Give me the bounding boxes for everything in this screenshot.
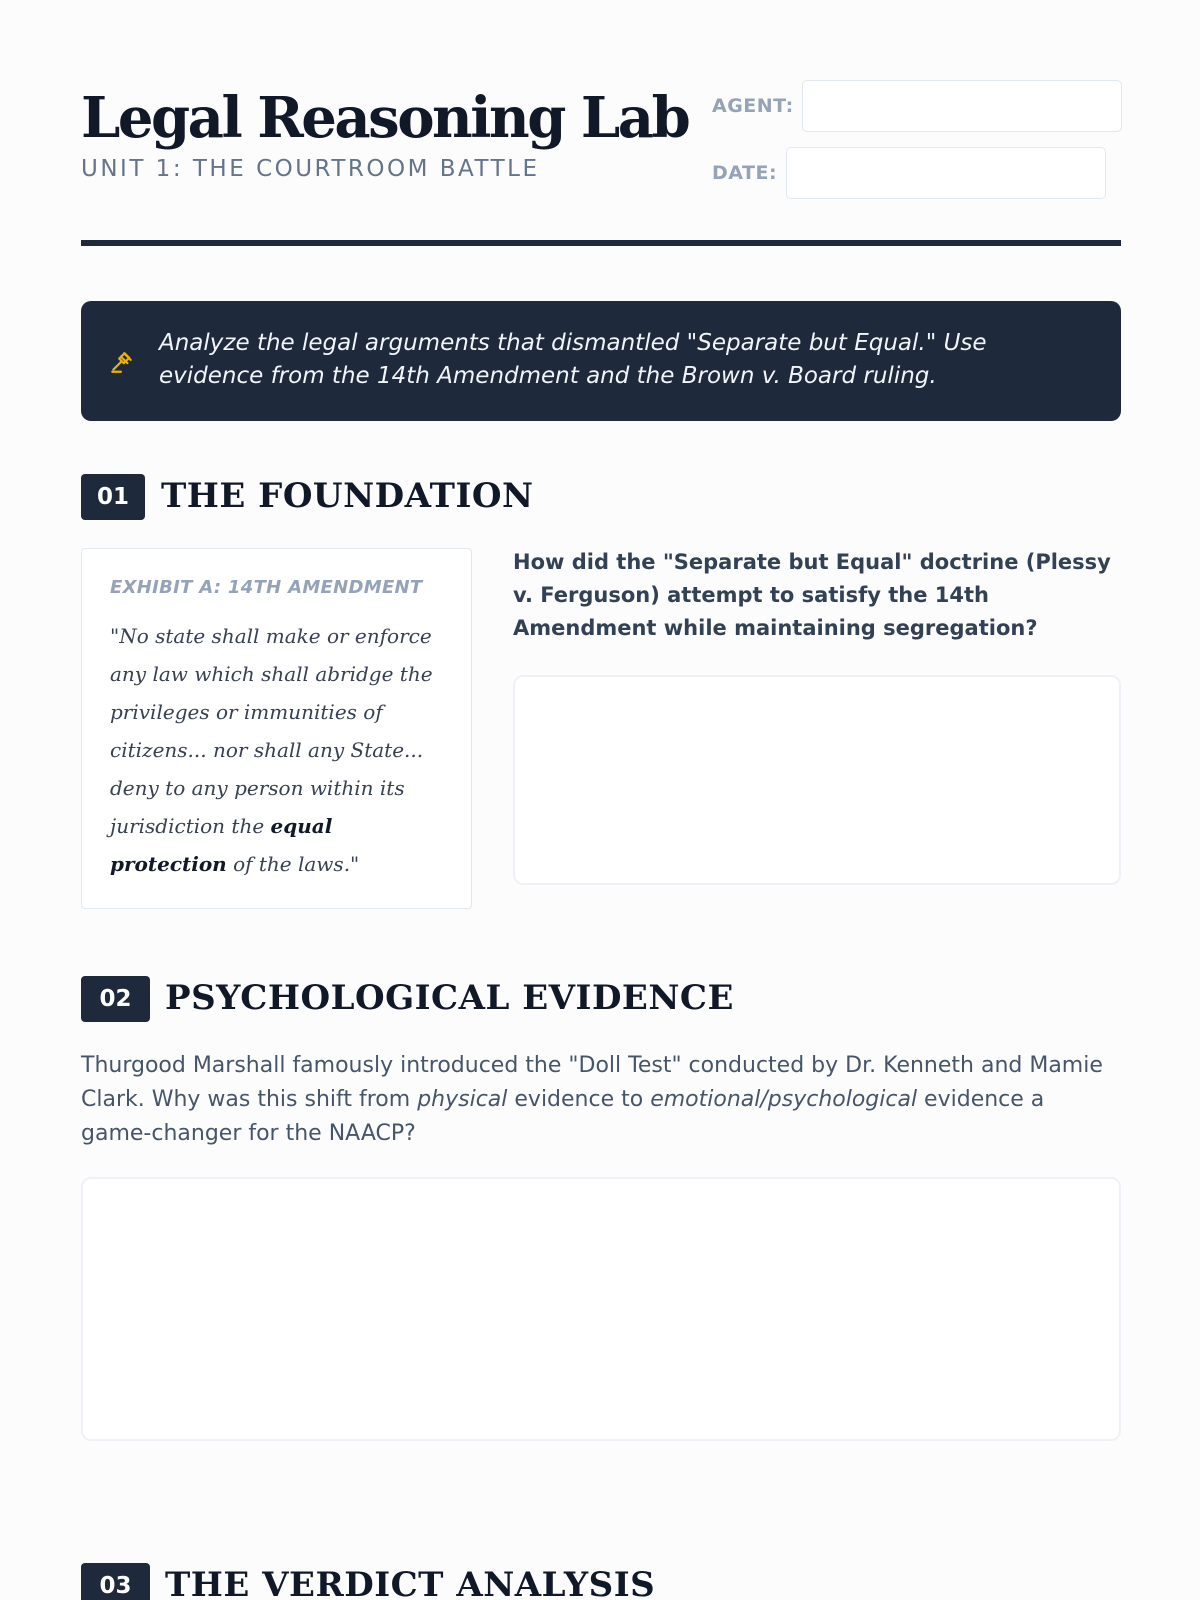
question-text: evidence to xyxy=(507,1087,651,1112)
question-emphasis: emotional/psychological xyxy=(650,1087,918,1112)
answer-box-foundation[interactable] xyxy=(513,675,1121,885)
date-field[interactable] xyxy=(786,147,1106,199)
unit-subtitle: UNIT 1: THE COURTROOM BATTLE xyxy=(81,156,540,182)
agent-field[interactable] xyxy=(802,80,1122,132)
page-title: Legal Reasoning Lab xyxy=(81,85,689,151)
section-number-03: 03 xyxy=(81,1563,150,1600)
quote-emphasis: equal protection xyxy=(110,814,333,876)
agent-label: AGENT: xyxy=(712,95,794,117)
quote-text: "No state shall make or enforce any law which shall abridge the privileges or immunities of citizens... nor shall any State... deny to any person within its jurisdiction the xyxy=(110,624,433,838)
header-divider xyxy=(81,240,1121,246)
worksheet-header xyxy=(81,80,1121,200)
section-title-foundation: THE FOUNDATION xyxy=(161,476,534,516)
instructions-text: Analyze the legal arguments that dismantled "Separate but Equal." Use evidence from the 14th Amendment and the Brown v. Board ruling. xyxy=(159,330,987,389)
instructions-banner xyxy=(81,301,1121,421)
exhibit-quote xyxy=(110,617,455,883)
question-text: Thurgood Marshall famously introduced the "Doll Test" conducted by Dr. Kenneth and Mamie Clark. Why was this shift from xyxy=(81,1053,1103,1112)
question-text: evidence a game-changer for the NAACP? xyxy=(81,1087,1045,1146)
answer-box-psychological[interactable] xyxy=(81,1177,1121,1441)
question-emphasis: physical xyxy=(417,1087,508,1112)
section-number-01: 01 xyxy=(81,474,145,520)
section-title-psychological: PSYCHOLOGICAL EVIDENCE xyxy=(165,978,734,1018)
question-psychological xyxy=(81,1049,1121,1151)
section-number-02: 02 xyxy=(81,976,150,1022)
date-label: DATE: xyxy=(712,162,778,184)
quote-text-end: of the laws." xyxy=(226,852,360,876)
question-foundation: How did the "Separate but Equal" doctrine (Plessy v. Ferguson) attempt to satisfy the 14th Amendment while maintaining segregation? xyxy=(513,550,1111,640)
exhibit-card xyxy=(81,548,472,909)
section-title-verdict: THE VERDICT ANALYSIS xyxy=(165,1565,656,1600)
exhibit-label: EXHIBIT A: 14TH AMENDMENT xyxy=(110,577,423,598)
gavel-icon xyxy=(109,349,135,375)
